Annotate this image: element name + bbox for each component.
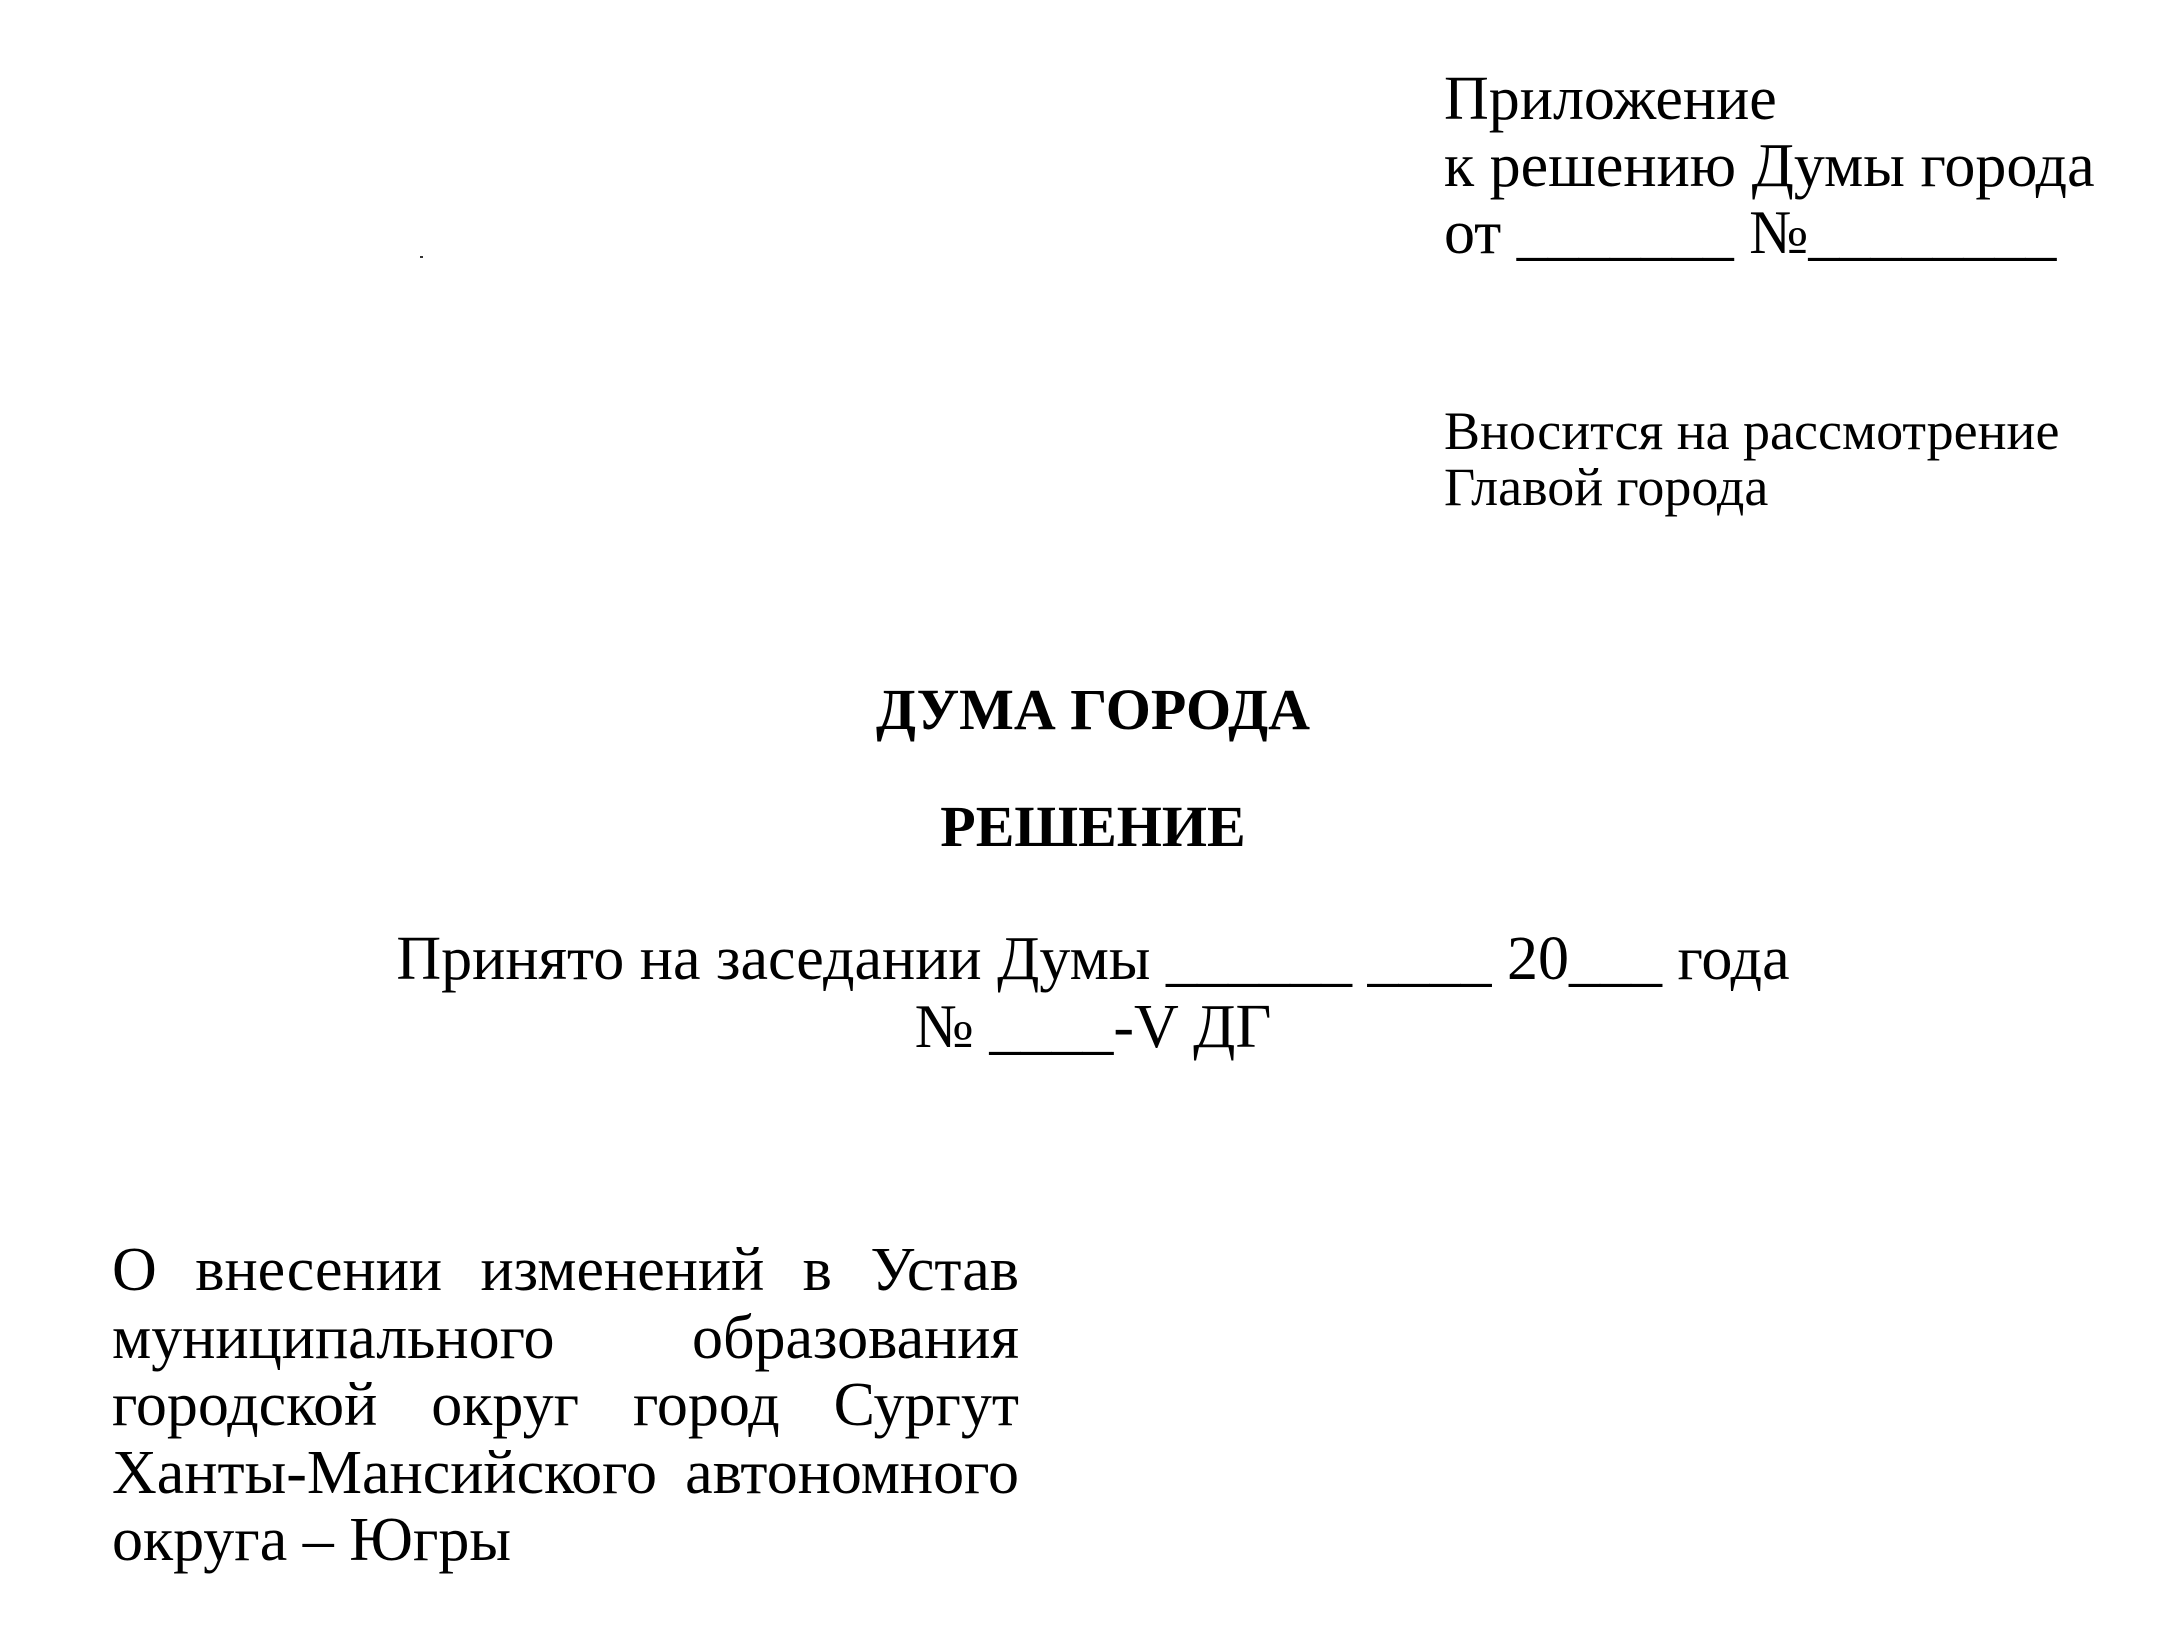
appendix-label: Приложение bbox=[1444, 65, 1777, 133]
subject-line: округа – Югры bbox=[112, 1506, 512, 1574]
submitted-by-block bbox=[1444, 403, 2059, 515]
subject-line: Ханты-Мансийского автономного bbox=[112, 1438, 1019, 1507]
appendix-reference: к решению Думы города bbox=[1444, 132, 2095, 200]
subject-line: муниципального образования bbox=[112, 1303, 1019, 1372]
submitted-line-1: Вносится на рассмотрение bbox=[1444, 401, 2060, 461]
adoption-info bbox=[0, 925, 2178, 1061]
document-type: РЕШЕНИЕ bbox=[940, 794, 1246, 859]
appendix-block bbox=[1444, 66, 2095, 267]
scan-speck bbox=[420, 256, 423, 258]
adoption-number-line: № ____-V ДГ bbox=[914, 993, 1272, 1061]
document-title: ДУМА ГОРОДА bbox=[876, 677, 1310, 742]
appendix-date-number: от _______ №________ bbox=[1444, 199, 2057, 267]
decision-subject bbox=[112, 1237, 1019, 1575]
subject-line: городской округ город Сургут bbox=[112, 1371, 1019, 1439]
adoption-date-line: Принято на заседании Думы ______ ____ 20___ года bbox=[396, 925, 1790, 993]
submitted-line-2: Главой города bbox=[1444, 457, 1769, 517]
subject-line: О внесении изменений в Устав bbox=[112, 1236, 1019, 1304]
